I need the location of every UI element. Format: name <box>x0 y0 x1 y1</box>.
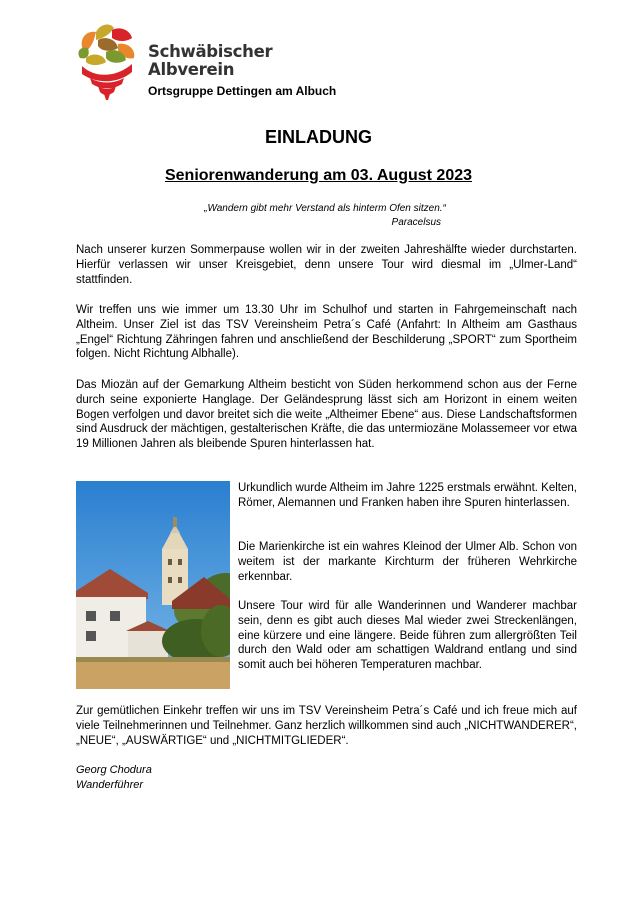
signature-role: Wanderführer <box>76 779 144 791</box>
signature-name: Georg Chodura <box>76 764 152 776</box>
side-paragraph-tour: Unsere Tour wird für alle Wanderinnen und Wanderer machbar sein, denn es gibt auch dieses Mal wieder zwei Streckenlängen, eine kürzere und eine längere. Beide führen zum allergrößten Teil durch den Wald oder am schattigen Waldrand entlang und sind somit auch bei höheren Temperaturen machbar. <box>238 600 577 672</box>
side-paragraph-history: Urkundlich wurde Altheim im Jahre 1225 erstmals erwähnt. Kelten, Römer, Alemannen und Franken haben ihre Spuren hinterlassen. <box>238 482 577 509</box>
paragraph-closing: Zur gemütlichen Einkehr treffen wir uns im TSV Vereinsheim Petra´s Café und ich freue mich auf viele Teilnehmerinnen und Teilnehmer. Ganz herzlich willkommen sind auch „NICHTWANDERER“, „NEUE“, „AUSWÄRTIGE“ und „NICHTMITGLIEDER“. <box>76 705 577 747</box>
paragraph-intro: Nach unserer kurzen Sommerpause wollen wir in der zweiten Jahreshälfte wieder durchstarten. Hierfür verlassen wir unser Kreisgebiet, denn unsere Tour wird diesmal im „Ulmer-Land“ stattfinden. <box>76 244 577 286</box>
quote-text: „Wandern gibt mehr Verstand als hinterm Ofen sitzen.“ <box>204 203 446 214</box>
signature <box>76 763 152 793</box>
church-tower-photo-icon <box>76 481 230 689</box>
org-name-line2: Albverein <box>148 60 235 79</box>
event-subtitle: Seniorenwanderung am 03. August 2023 <box>164 167 473 184</box>
albverein-leaf-logo-icon <box>76 22 138 100</box>
side-paragraph-church: Die Marienkirche ist ein wahres Kleinod der Ulmer Alb. Schon von weitem ist der markante Kirchturm der früheren Wehrkirche erkennbar. <box>238 541 577 583</box>
page-title: EINLADUNG <box>265 127 372 147</box>
paragraph-geology: Das Miozän auf der Gemarkung Altheim besticht von Süden herkommend schon aus der Ferne durch seine exponierte Hanglage. Der Geländesprung lässt sich am Horizont in einem weiten Bogen verfolgen und davor breitet sich die weite „Altheimer Ebene“ aus. Diese Landschaftsformen sind Ausdruck der mächtigen, gestalterischen Kräfte, die das untermiozäne Molassemeer vor etwa 19 Millionen Jahren als bleibende Spuren hinterlassen hat. <box>76 379 577 451</box>
org-name-line1: Schwäbischer <box>148 42 273 61</box>
quote-author: Paracelsus <box>391 217 441 228</box>
org-name <box>148 43 272 79</box>
org-subtitle: Ortsgruppe Dettingen am Albuch <box>148 84 337 98</box>
paragraph-meeting: Wir treffen uns wie immer um 13.30 Uhr im Schulhof und starten in Fahrgemeinschaft nach Altheim. Unser Ziel ist das TSV Vereinsheim Petra´s Café (Anfahrt: In Altheim am Gasthaus „Engel“ Richtung Zähringen fahren und anschließend der Beschilderung „SPORT“ zum Sportheim folgen. Nicht Richtung Albhalle). <box>76 304 577 361</box>
